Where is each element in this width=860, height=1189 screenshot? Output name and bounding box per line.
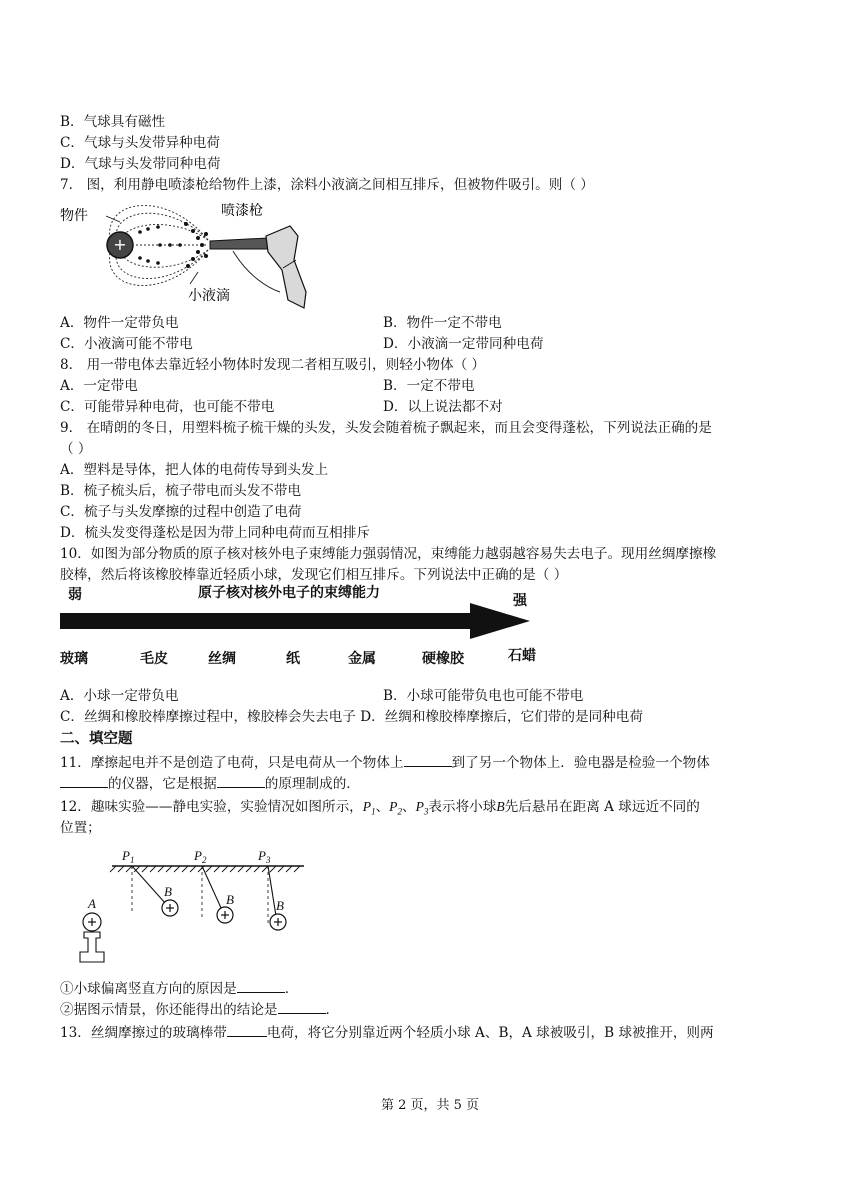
electrostatic-experiment-figure <box>70 842 310 972</box>
q11-blank-2 <box>60 774 108 788</box>
arrow-shaft <box>60 613 472 629</box>
q9-paren: （ ） <box>60 441 92 457</box>
q13-line1: 13．丝绸摩擦过的玻璃棒带 电荷，将它分别靠近两个轻质小球 A、B，A 球被吸引，B 球被推开，则两 <box>60 1025 714 1041</box>
q9-stem: 9． 在晴朗的冬日，用塑料梳子梳干燥的头发，头发会随着梳子飘起来，而且会变得蓬松，下列说法正确的是 <box>60 420 712 436</box>
label-b-1: B <box>164 884 172 899</box>
q7-stem: 7． 图，利用静电喷漆枪给物件上漆，涂料小液滴之间相互排斥，但被物件吸引。则（ ） <box>60 177 594 193</box>
q7-option-b: B．物件一定不带电 <box>383 315 502 331</box>
q6-option-b: B．气球具有磁性 <box>60 114 166 130</box>
q11-blank-1 <box>404 753 452 767</box>
q7-option-c: C．小液滴可能不带电 <box>60 336 193 352</box>
q11-text-2: 到了另一个物体上．验电器是检验一个物体 <box>451 755 710 771</box>
binding-ability-figure <box>58 583 558 675</box>
material-fur: 毛皮 <box>140 651 168 667</box>
svg-text:+: + <box>113 235 127 254</box>
q8-option-a: A．一定带电 <box>60 378 138 394</box>
label-b-3: B <box>276 898 284 913</box>
label-p1: $P_1$ <box>122 848 135 865</box>
material-paper: 纸 <box>286 651 300 667</box>
q12-b-symbol: B <box>496 799 505 814</box>
q6-option-d: D．气球与头发带同种电荷 <box>60 156 221 172</box>
label-weak: 弱 <box>68 587 82 603</box>
q9-option-a: A．塑料是导体，把人体的电荷传导到头发上 <box>60 462 329 478</box>
q12-text-3: 先后悬吊在距离 A 球远近不同的 <box>504 799 700 815</box>
label-p2: $P_2$ <box>194 848 207 865</box>
q12-text-2: 表示将小球 <box>428 799 497 815</box>
q8-option-c: C．可能带异种电荷，也可能不带电 <box>60 399 275 415</box>
section-fill-in-title: 二、填空题 <box>60 731 133 747</box>
q6-option-c: C．气球与头发带异种电荷 <box>60 135 220 151</box>
material-silk: 丝绸 <box>208 651 236 667</box>
q9-option-c: C．梳子与头发摩擦的过程中创造了电荷 <box>60 504 302 520</box>
q9-option-b: B．梳子梳头后，梳子带电而头发不带电 <box>60 483 302 499</box>
q10-option-b: B．小球可能带负电也可能不带电 <box>383 688 584 704</box>
q10-stem-line1: 10．如图为部分物质的原子核对核外电子束缚能力强弱情况，束缚能力越弱越容易失去电子。现用丝绸摩擦橡 <box>60 546 717 562</box>
q11-line2 <box>60 774 360 793</box>
q11-line1 <box>60 753 710 772</box>
q8-option-d: D．以上说法都不对 <box>383 399 503 415</box>
label-a: A <box>88 896 96 911</box>
q10-option-cd: C．丝绸和橡胶棒摩擦过程中，橡胶棒会失去电子 D．丝绸和橡胶棒摩擦后，它们带的是同种电荷 <box>60 709 643 725</box>
q11-text-4: 的原理制成的． <box>264 776 360 792</box>
spray-gun-figure <box>58 196 318 312</box>
q7-option-a: A．物件一定带负电 <box>60 315 179 331</box>
q12-line1: 12．趣味实验——静电实验，实验情况如图所示，$P_1$、$P_2$、$P_3$表示将小球B先后悬吊在距离 A 球远近不同的 <box>60 799 700 817</box>
label-droplet: 小液滴 <box>188 288 230 304</box>
q12-text-1: 12．趣味实验——静电实验，实验情况如图所示， <box>60 799 363 815</box>
material-hard-rubber: 硬橡胶 <box>422 651 464 667</box>
label-p3: $P_3$ <box>258 848 271 865</box>
label-strong: 强 <box>513 593 527 609</box>
material-glass: 玻璃 <box>60 651 88 667</box>
q11-blank-3 <box>217 774 265 788</box>
q11-text-3: 的仪器，它是根据 <box>108 776 217 792</box>
q12-text-4: 位置； <box>60 820 101 836</box>
material-metal: 金属 <box>348 651 376 667</box>
q12-sub1: ①小球偏离竖直方向的原因是 ． <box>60 981 299 997</box>
q9-option-d: D．梳头发变得蓬松是因为带上同种电荷而互相排斥 <box>60 525 370 541</box>
label-binding-title: 原子核对核外电子的束缚能力 <box>198 585 380 601</box>
insulating-stand <box>80 932 104 962</box>
q7-option-d: D．小液滴一定带同种电荷 <box>383 336 544 352</box>
q10-stem-line2: 胶棒，然后将该橡胶棒靠近轻质小球，发现它们相互排斥。下列说法中正确的是（ ） <box>60 567 568 583</box>
material-paraffin: 石蜡 <box>508 648 536 664</box>
label-spray-gun: 喷漆枪 <box>221 203 263 219</box>
q12-p3-symbol: $P_3$ <box>415 799 429 817</box>
q12-blank-2 <box>278 1000 326 1014</box>
q12-p2-symbol: $P_2$ <box>389 799 402 817</box>
page-footer: 第 2 页，共 5 页 <box>380 1098 480 1113</box>
label-b-2: B <box>226 892 234 907</box>
q10-option-a: A．小球一定带负电 <box>60 688 179 704</box>
q8-option-b: B．一定不带电 <box>383 378 475 394</box>
q13-blank-1 <box>227 1023 267 1037</box>
q8-stem: 8． 用一带电体去靠近轻小物体时发现二者相互吸引，则轻小物体（ ） <box>60 357 486 373</box>
q12-sub2: ②据图示情景，你还能得出的结论是 ． <box>60 1002 340 1018</box>
label-object: 物件 <box>60 208 88 224</box>
q11-text-1: 11．摩擦起电并不是创造了电荷，只是电荷从一个物体上 <box>60 755 404 771</box>
q12-p1-symbol: $P_1$ <box>362 799 376 817</box>
q12-blank-1 <box>237 979 285 993</box>
